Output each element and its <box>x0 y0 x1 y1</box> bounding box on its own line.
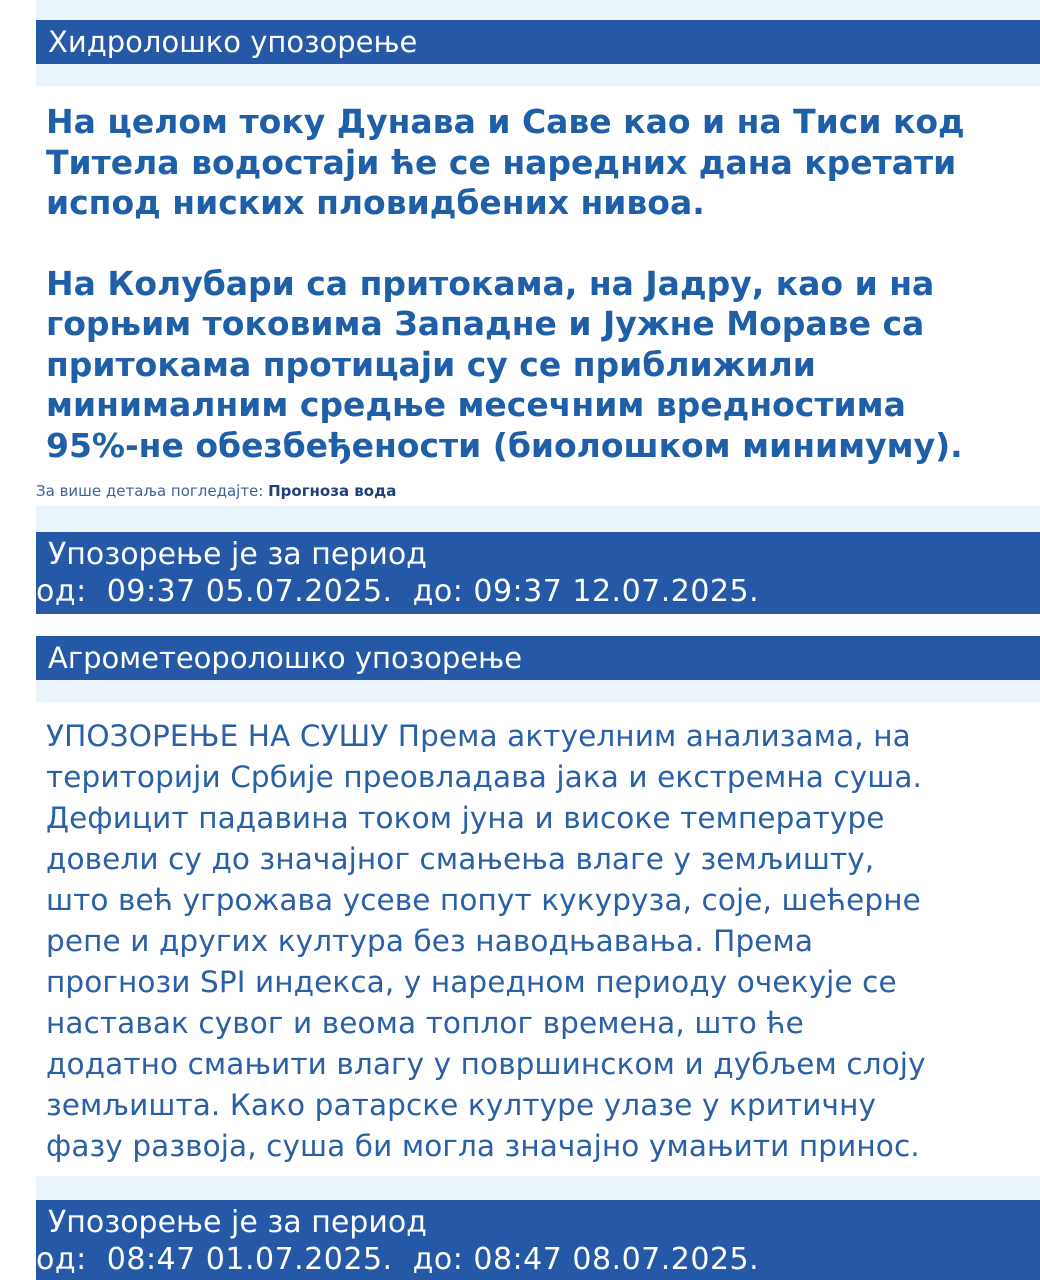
agro-line: додатно смањити влагу у површинском и дубљем слоју <box>46 1047 926 1081</box>
agro-line: УПОЗОРЕЊЕ НА СУШУ Према актуелним анализама, на <box>46 719 911 753</box>
hydro-warning-title: Хидролошко упозорење <box>48 25 418 59</box>
hydro-warning-text <box>46 102 1026 466</box>
hydro-paragraph-2 <box>46 264 1026 467</box>
hydro-line: горњим токовима Западне и Јужне Мораве са <box>46 304 925 343</box>
agro-warning-text <box>46 716 1031 1167</box>
agro-line: што већ угрожава усеве попут кукуруза, соје, шећерне <box>46 883 921 917</box>
hydro-line: На целом току Дунава и Саве као и на Тиси код <box>46 102 965 141</box>
agro-period-range: од: 08:47 01.07.2025. до: 08:47 08.07.2025. <box>36 1242 760 1277</box>
hydro-period-range: од: 09:37 05.07.2025. до: 09:37 12.07.2025. <box>36 574 760 609</box>
agro-warning-title: Агрометеоролошко упозорење <box>48 641 523 675</box>
agro-line: довели су до значајног смањења влаге у земљишту, <box>46 842 875 876</box>
hydro-line: притокама протицаји су се приближили <box>46 344 816 384</box>
agro-period-label: Упозорење је за период <box>48 1205 427 1240</box>
hydro-paragraph-1 <box>46 102 1026 224</box>
hydro-header-strip <box>36 64 1040 86</box>
agro-line: земљишта. Како ратарске културе улазе у критичну <box>46 1088 877 1122</box>
details-label: За више детаља погледајте: <box>36 482 264 500</box>
agro-line: Дефицит падавина током јуна и високе температуре <box>46 801 885 835</box>
agro-bottom-strip <box>36 1176 1040 1200</box>
hydro-line: На Колубари са притокама, на Јадру, као и на <box>46 263 935 303</box>
details-strip <box>36 506 1040 532</box>
agro-line: територији Србије преовладава јака и екстремна суша. <box>46 760 923 794</box>
hydro-warning-header <box>36 20 1040 64</box>
agro-warning-header <box>36 636 1040 680</box>
hydro-line: Титела водостаји ће се наредних дана кретати <box>46 142 957 182</box>
details-line <box>36 482 396 500</box>
hydro-line: 95%-не обезбеђености (биолошком минимуму). <box>46 425 963 465</box>
top-strip <box>36 0 1040 20</box>
agro-period-box <box>36 1200 1040 1280</box>
agro-line: репе и других култура без наводњавања. Према <box>46 924 814 958</box>
hydro-line: испод ниских пловидбених нивоа. <box>46 183 705 222</box>
hydro-period-box <box>36 532 1040 614</box>
water-forecast-link[interactable]: Прогноза вода <box>268 482 397 500</box>
hydro-line: минималним средње месечним вредностима <box>46 385 906 424</box>
agro-header-strip <box>36 680 1040 702</box>
agro-line: наставак сувог и веома топлог времена, што ће <box>46 1006 804 1040</box>
hydro-period-label: Упозорење је за период <box>48 537 427 572</box>
agro-line: прогнози SPI индекса, у наредном периоду очекује се <box>46 965 897 999</box>
agro-line: фазу развоја, суша би могла значајно умањити принос. <box>46 1129 920 1163</box>
